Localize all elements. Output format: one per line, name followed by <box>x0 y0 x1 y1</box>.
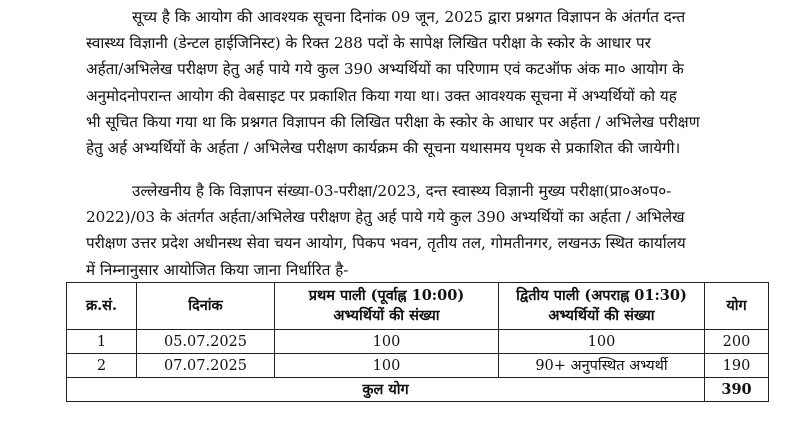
header-shift1 <box>275 283 499 330</box>
cell-shift1: 100 <box>275 330 499 354</box>
paragraph-line: अनुमोदनोपरान्त आयोग की वेबसाइट पर प्रकाशित किया गया था। उक्त आवश्यक सूचना में अभ्यर्थियों को यह <box>86 86 677 105</box>
header-shift1-subtitle: अभ्यर्थियों की संख्या <box>333 307 440 324</box>
paragraph-line: में निम्नानुसार आयोजित किया जाना निर्धारित है- <box>86 260 349 279</box>
cell-date: 05.07.2025 <box>137 330 275 354</box>
paragraph-line: सूच्य है कि आयोग की आवश्यक सूचना दिनांक 09 जून, 2025 द्वारा प्रश्नगत विज्ञापन के अंतर्गत दन्त <box>132 8 686 26</box>
paragraph-line: भी सूचित किया गया था कि प्रश्नगत विज्ञापन की लिखित परीक्षा के स्कोर के आधार पर अर्हता / अभिलेख परीक्षण <box>86 112 700 131</box>
header-shift1-title: प्रथम पाली (पूर्वाह्न 10:00) <box>308 287 465 304</box>
paragraph-line: स्वास्थ्य विज्ञानी (डेन्टल हाईजिनिस्ट) के रिक्त 288 पदों के सापेक्ष लिखित परीक्षा के स्कोर के आधार पर <box>86 34 651 53</box>
notice-paragraph-2 <box>86 178 766 283</box>
cell-shift1: 100 <box>275 354 499 378</box>
grand-total-label: कुल योग <box>67 378 705 402</box>
cell-total: 200 <box>705 330 769 354</box>
cell-total: 190 <box>705 354 769 378</box>
paragraph-line: हेतु अर्ह अभ्यर्थियों के अर्हता / अभिलेख परीक्षण कार्यक्रम की सूचना यथासमय पृथक से प्रकाशित की जायेगी। <box>86 138 681 157</box>
grand-total-row <box>67 378 769 402</box>
header-serial: क्र.सं. <box>67 283 137 330</box>
header-shift2-title: द्वितीय पाली (अपराह्न 01:30) <box>516 287 687 304</box>
cell-serial: 1 <box>67 330 137 354</box>
cell-shift2: 90+ अनुपस्थित अभ्यर्थी <box>499 354 705 378</box>
paragraph-line: 2022)/03 के अंतर्गत अर्हता/अभिलेख परीक्षण हेतु अर्ह पाये गये कुल 390 अभ्यर्थियों का अर्हता / अभिलेख <box>86 208 685 227</box>
header-shift2-subtitle: अभ्यर्थियों की संख्या <box>548 307 655 324</box>
paragraph-line: अर्हता/अभिलेख परीक्षण हेतु अर्ह पाये गये कुल 390 अभ्यर्थियों का परिणाम एवं कटऑफ अंक मा० आयोग के <box>86 60 684 79</box>
table-header-row <box>67 283 769 330</box>
grand-total-value: 390 <box>705 378 769 402</box>
notice-paragraph-1 <box>86 4 766 161</box>
paragraph-line: उल्लेखनीय है कि विज्ञापन संख्या-03-परीक्षा/2023, दन्त स्वास्थ्य विज्ञानी मुख्य परीक्षा(प्रा०अ०प०- <box>132 182 672 200</box>
table-row <box>67 354 769 378</box>
header-shift2 <box>499 283 705 330</box>
cell-shift2: 100 <box>499 330 705 354</box>
header-date: दिनांक <box>137 283 275 330</box>
header-total: योग <box>705 283 769 330</box>
paragraph-line: परीक्षण उत्तर प्रदेश अधीनस्थ सेवा चयन आयोग, पिकप भवन, तृतीय तल, गोमतीनगर, लखनऊ स्थित कार्यालय <box>86 234 686 253</box>
schedule-table <box>66 282 769 402</box>
cell-date: 07.07.2025 <box>137 354 275 378</box>
table-row <box>67 330 769 354</box>
cell-serial: 2 <box>67 354 137 378</box>
